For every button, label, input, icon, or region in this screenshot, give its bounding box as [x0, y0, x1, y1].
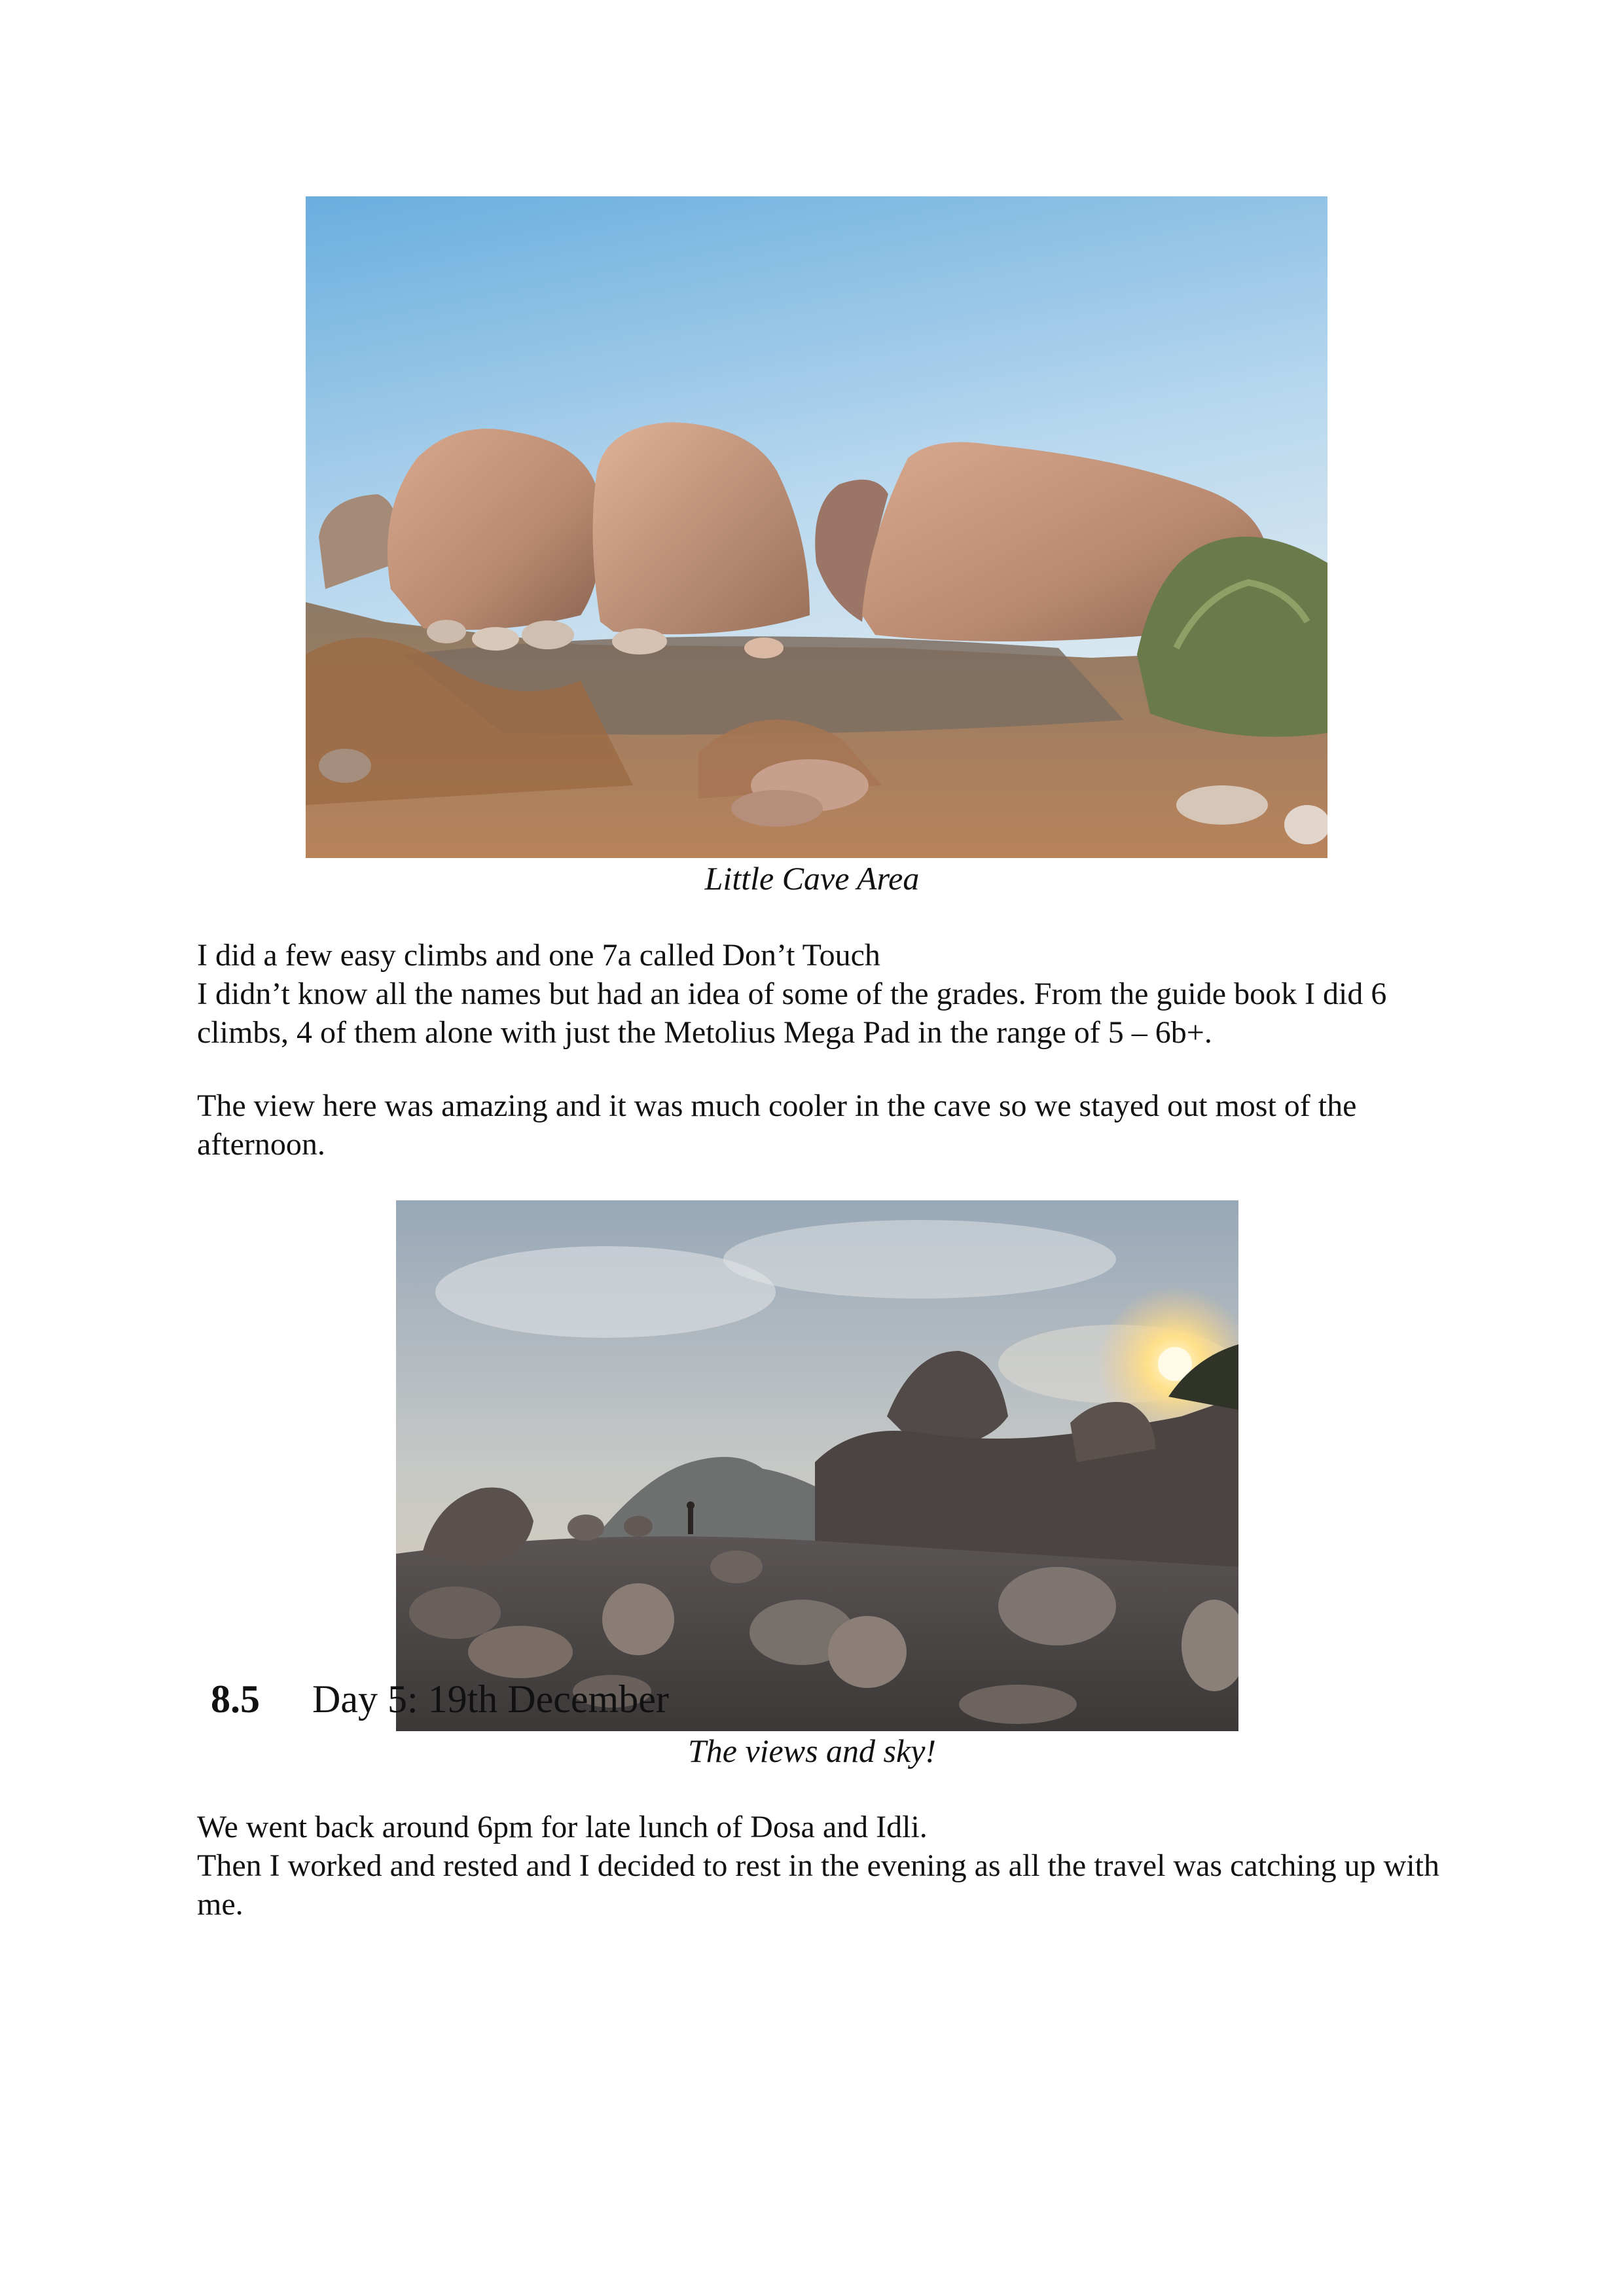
paragraph-climbs	[197, 936, 1480, 1052]
paragraph-climbs-line1: I did a few easy climbs and one 7a called Don’t Touch	[197, 938, 880, 973]
section-heading	[211, 1676, 669, 1723]
figure2-caption: The views and sky!	[687, 1732, 937, 1769]
paragraph-evening-line2: Then I worked and rested and I decided to rest in the evening as all the travel was catching up with me.	[197, 1848, 1440, 1922]
paragraph-evening-line1: We went back around 6pm for late lunch of Dosa and Idli.	[197, 1810, 928, 1844]
figure1-caption: Little Cave Area	[704, 860, 920, 897]
little-cave-area-photo	[306, 196, 1327, 858]
section-title: Day 5: 19th December	[312, 1677, 669, 1721]
paragraph-view-text: The view here was amazing and it was much cooler in the cave so we stayed out most of the afternoon.	[197, 1088, 1357, 1162]
section-number: 8.5	[211, 1677, 260, 1721]
paragraph-view	[197, 1086, 1480, 1164]
paragraph-climbs-line2: I didn’t know all the names but had an idea of some of the grades. From the guide book I did 6 climbs, 4 of them alone with just the Metolius Mega Pad in the range of 5 – 6b+.	[197, 977, 1387, 1050]
paragraph-evening	[197, 1808, 1480, 1924]
views-and-sky-photo	[396, 1200, 1238, 1731]
